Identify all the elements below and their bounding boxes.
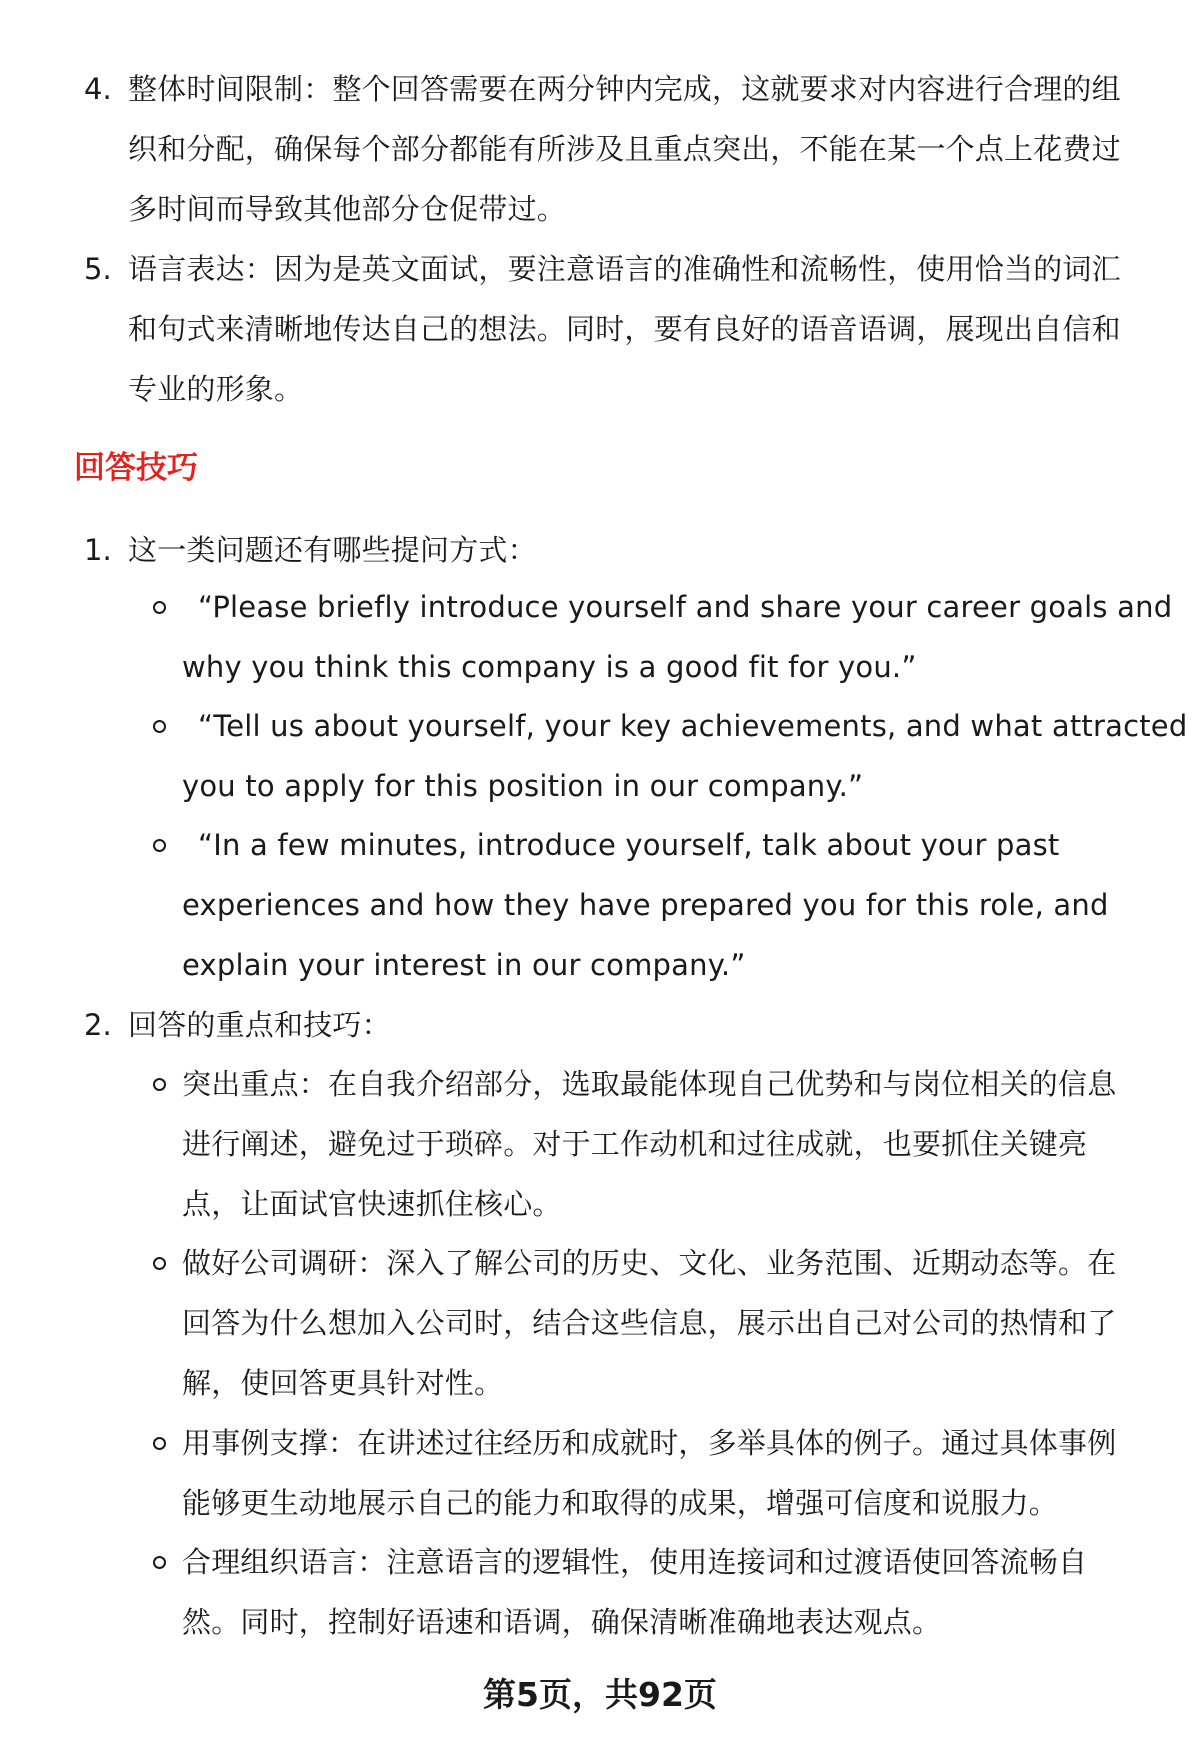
list-item-line: “Please briefly introduce yourself and share your career goals and (198, 590, 1173, 624)
list-item-line: 回答为什么想加入公司时，结合这些信息，展示出自己对公司的热情和了 (182, 1306, 1117, 1340)
list-item-line: 专业的形象。 (128, 372, 304, 406)
list-number: 2. (84, 1008, 112, 1042)
bullet-circle-icon (153, 1556, 166, 1569)
list-item-line: 做好公司调研：深入了解公司的历史、文化、业务范围、近期动态等。在 (182, 1246, 1117, 1280)
bullet-circle-icon (153, 1257, 166, 1270)
list-item-line: 合理组织语言：注意语言的逻辑性，使用连接词和过渡语使回答流畅自 (182, 1545, 1088, 1579)
section-heading: 回答技巧 (74, 450, 198, 486)
bullet-circle-icon (153, 1078, 166, 1091)
page-number: 第5页，共92页 (483, 1675, 717, 1714)
list-item-line: “In a few minutes, introduce yourself, talk about your past (198, 828, 1060, 862)
list-item-title: 这一类问题还有哪些提问方式： (128, 533, 537, 567)
list-item-line: “Tell us about yourself, your key achievements, and what attracted (198, 709, 1188, 743)
list-item-line: 突出重点：在自我介绍部分，选取最能体现自己优势和与岗位相关的信息 (182, 1067, 1117, 1101)
list-number: 4. (84, 72, 112, 106)
list-item-line: 点，让面试官快速抓住核心。 (182, 1187, 562, 1221)
list-item-line: 进行阐述，避免过于琐碎。对于工作动机和过往成就，也要抓住关键亮 (182, 1127, 1088, 1161)
bullet-circle-icon (153, 1437, 166, 1450)
list-item-line: 织和分配，确保每个部分都能有所涉及且重点突出，不能在某一个点上花费过 (128, 132, 1121, 166)
list-item-line: 整体时间限制：整个回答需要在两分钟内完成，这就要求对内容进行合理的组 (128, 72, 1121, 106)
list-item-line: 用事例支撑：在讲述过往经历和成就时，多举具体的例子。通过具体事例 (182, 1426, 1117, 1460)
bullet-circle-icon (153, 601, 166, 614)
list-item-line: 和句式来清晰地传达自己的想法。同时，要有良好的语音语调，展现出自信和 (128, 312, 1121, 346)
list-item-line: explain your interest in our company.” (182, 948, 746, 982)
list-item-line: experiences and how they have prepared you for this role, and (182, 888, 1109, 922)
list-number: 1. (84, 533, 112, 567)
list-number: 5. (84, 252, 112, 286)
list-item-line: why you think this company is a good fit for you.” (182, 650, 917, 684)
list-item-line: 解，使回答更具针对性。 (182, 1366, 504, 1400)
list-item-title: 回答的重点和技巧： (128, 1008, 391, 1042)
watermark: ​ (587, 897, 772, 1042)
bullet-circle-icon (153, 839, 166, 852)
list-item-line: 语言表达：因为是英文面试，要注意语言的准确性和流畅性，使用恰当的词汇 (128, 252, 1121, 286)
bullet-circle-icon (153, 720, 166, 733)
list-item-line: you to apply for this position in our company.” (182, 769, 864, 803)
list-item-line: 然。同时，控制好语速和语调，确保清晰准确地表达观点。 (182, 1605, 942, 1639)
list-item-line: 多时间而导致其他部分仓促带过。 (128, 192, 567, 226)
list-item-line: 能够更生动地展示自己的能力和取得的成果，增强可信度和说服力。 (182, 1486, 1059, 1520)
